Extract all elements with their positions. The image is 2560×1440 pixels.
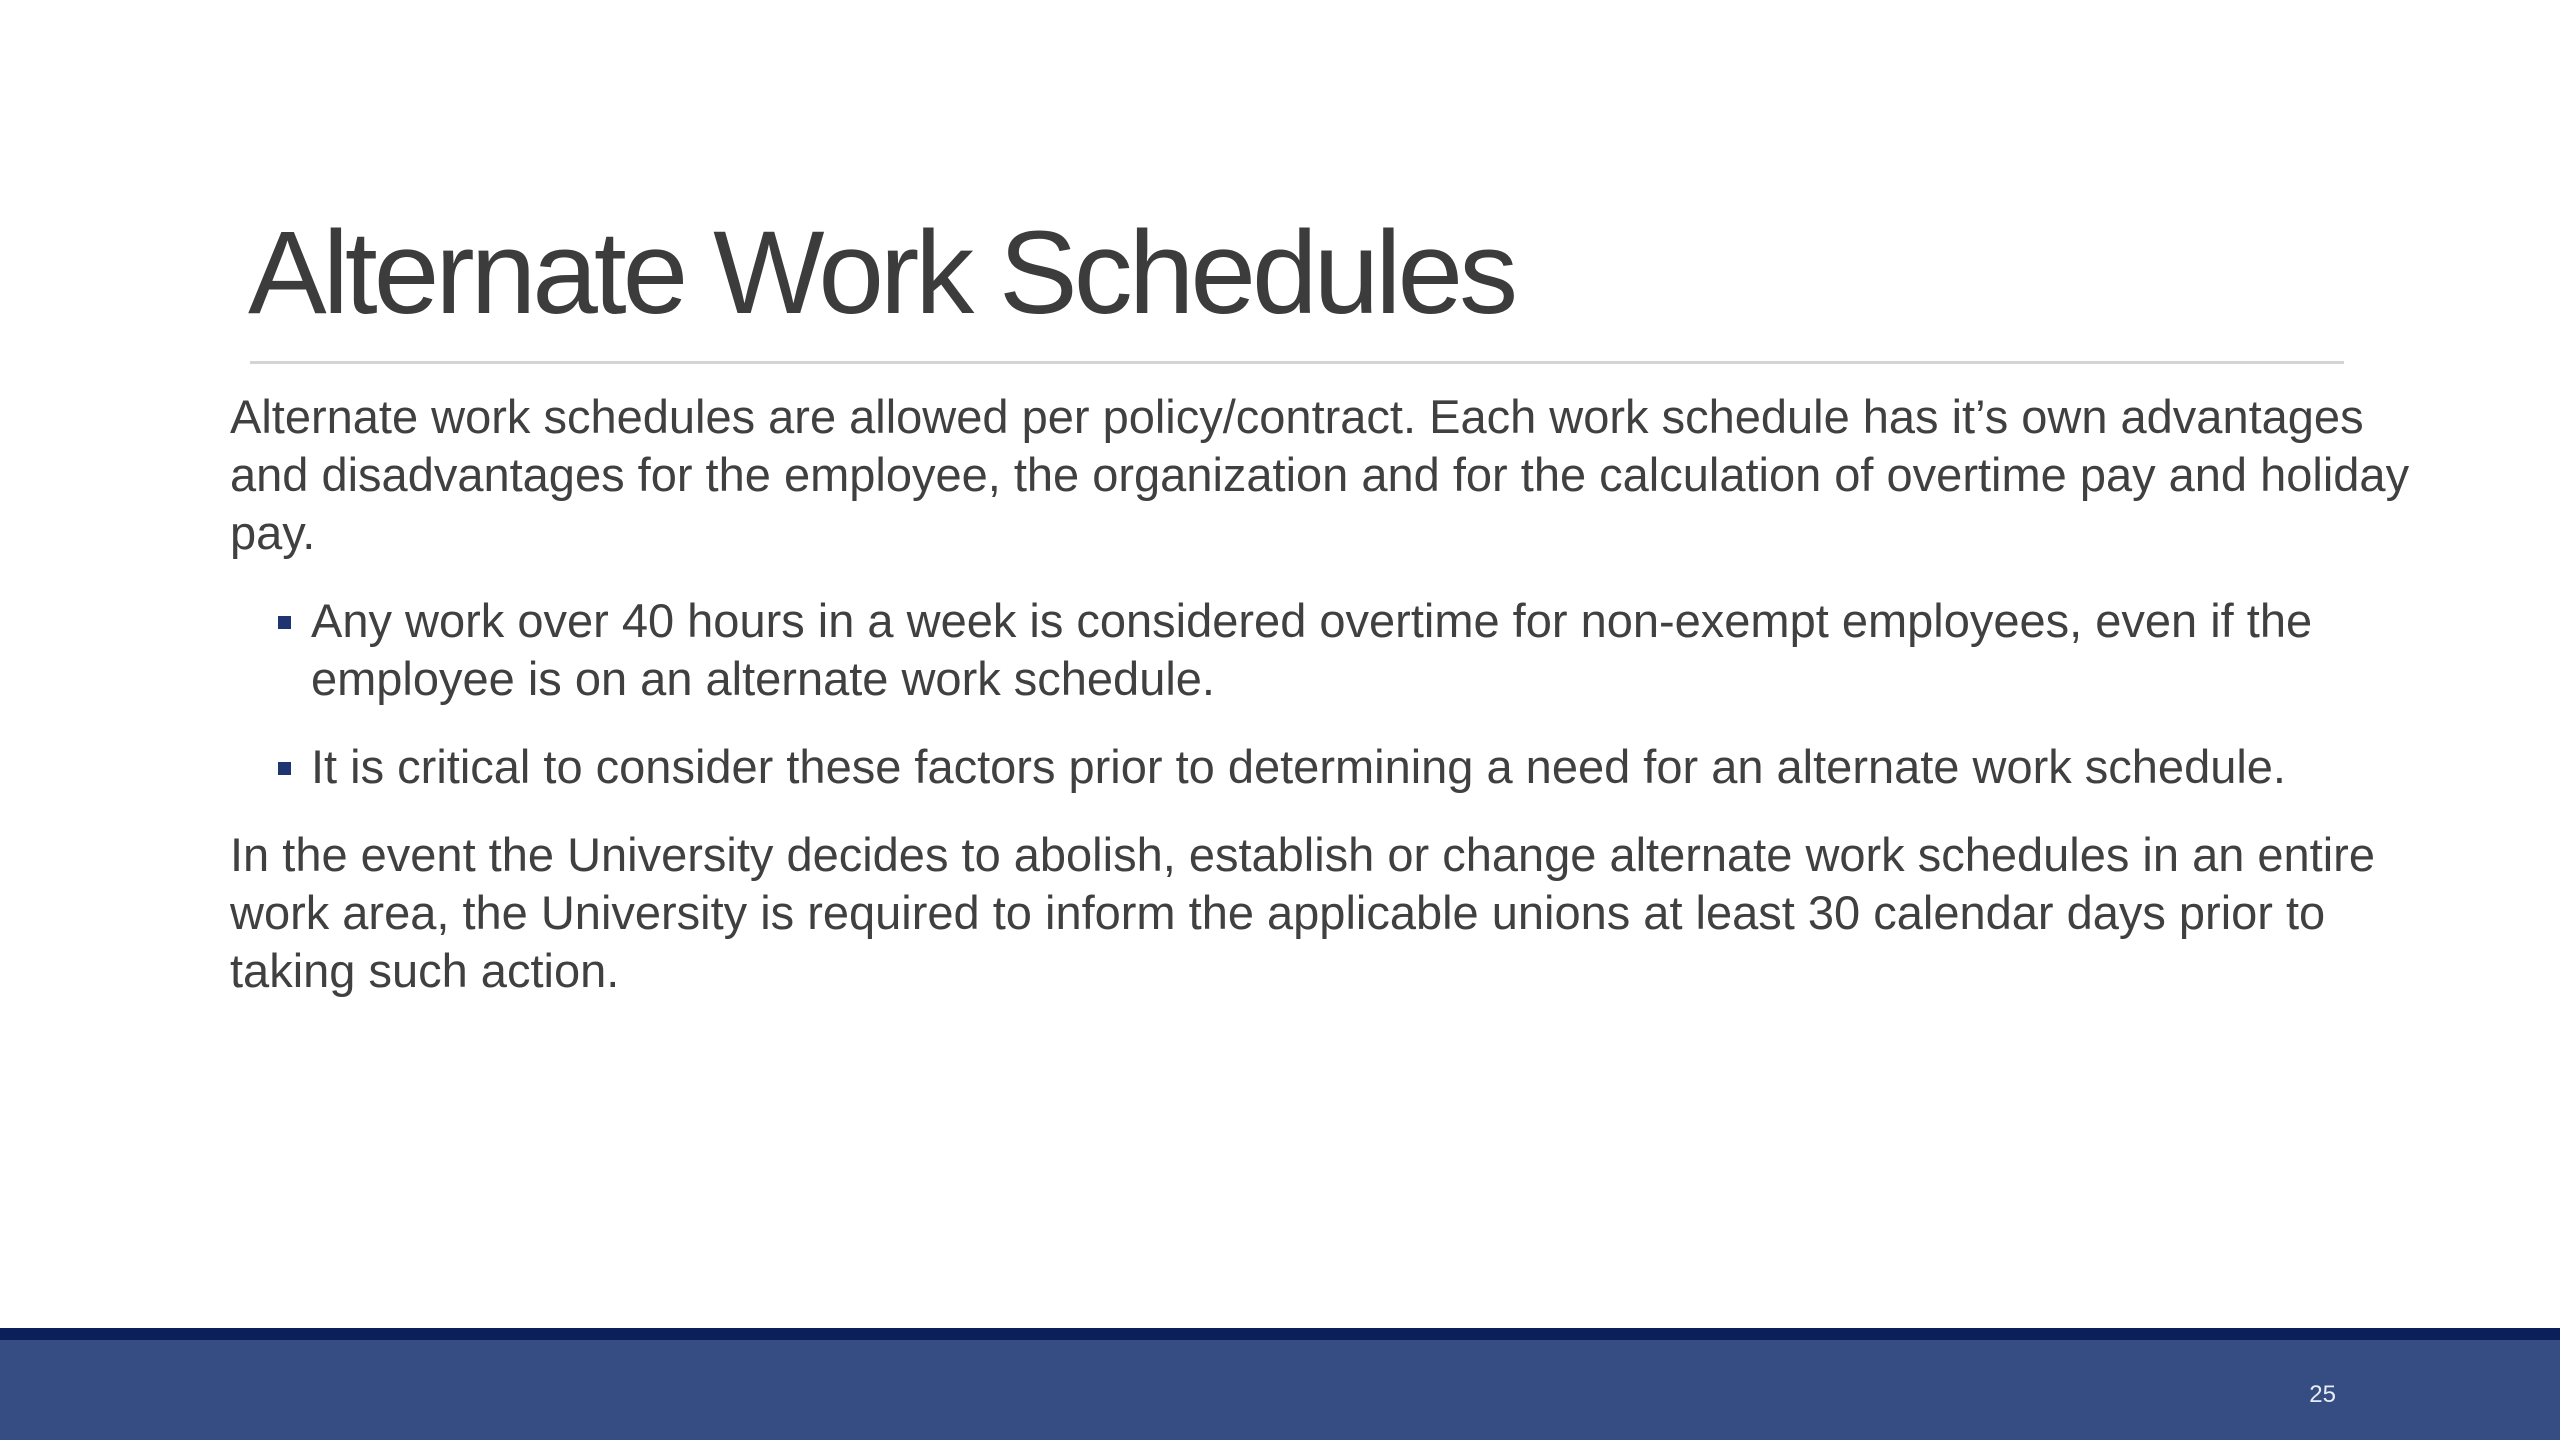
page-number: 25 (2309, 1381, 2336, 1408)
bullet-text: Any work over 40 hours in a week is considered overtime for non-exempt employees, even if the employee is on an alternate work schedule. (311, 594, 2313, 705)
footer-band (0, 1340, 2560, 1440)
title-divider (250, 361, 2344, 364)
slide-body (230, 388, 2430, 1000)
intro-paragraph: Alternate work schedules are allowed per policy/contract. Each work schedule has it’s own advantages and disadvantages for the employee, the organization and for the calculation of overtime pay and holiday pay. (230, 390, 2410, 559)
closing-paragraph: In the event the University decides to abolish, establish or change alternate work schedules in an entire work area, the University is required to inform the applicable unions at least 30 calendar days prior to taking such action. (230, 828, 2375, 997)
footer-accent-line (0, 1328, 2560, 1340)
slide-title: Alternate Work Schedules (248, 207, 1515, 339)
bullet-text: It is critical to consider these factors prior to determining a need for an alternate work schedule. (311, 740, 2286, 793)
bullet-item (230, 738, 2430, 796)
square-bullet-icon (278, 616, 291, 629)
bullet-item (230, 592, 2430, 708)
square-bullet-icon (278, 762, 291, 775)
